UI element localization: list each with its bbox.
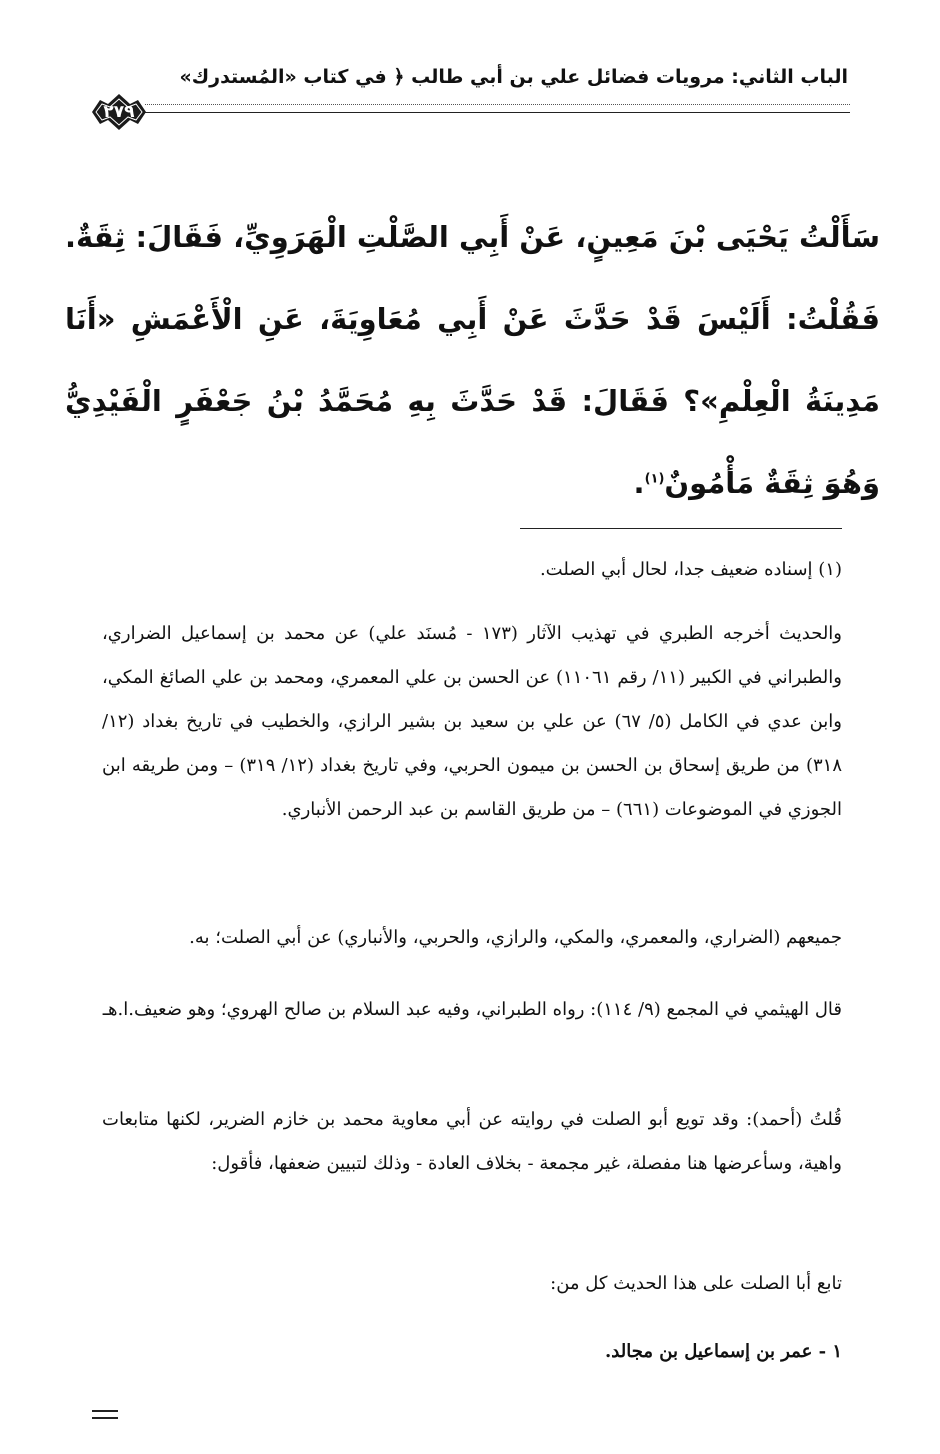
footnote-paragraph-all: جميعهم (الضراري، والمعمري، والمكي، والرازي، والحربي، والأنباري) عن أبي الصلت؛ به. (189, 927, 842, 948)
footnote-paragraph-followers: تابع أبا الصلت على هذا الحديث كل من: (550, 1273, 842, 1294)
main-quote (65, 196, 880, 524)
continuation-mark (92, 1410, 118, 1420)
footnote-1: (١) إسناده ضعيف جدا، لحال أبي الصلت. (539, 559, 842, 580)
header-rule (145, 112, 850, 113)
running-header: الباب الثاني: مرويات فضائل علي بن أبي طالب ﴿ في كتاب «المُستدرك» (179, 66, 848, 88)
footnote-separator (520, 528, 842, 529)
quote-text: سَأَلْتُ يَحْيَى بْنَ مَعِينٍ، عَنْ أَبِي الصَّلْتِ الْهَرَوِيِّ، فَقَالَ: ثِقَةٌ. فَقُلْتُ: أَلَيْسَ قَدْ حَدَّثَ عَنْ أَبِي مُعَاوِيَةَ، عَنِ الْأَعْمَشِ «أَنَا مَدِينَةُ الْعِلْمِ»؟ فَقَالَ: قَدْ حَدَّثَ بِهِ مُحَمَّدُ بْنُ جَعْفَرٍ الْفَيْدِيُّ وَهُوَ ثِقَةٌ مَأْمُونٌ (65, 220, 880, 500)
footnote-paragraph-haythami: قال الهيثمي في المجمع (٩/ ١١٤): رواه الطبراني، وفيه عبد السلام بن صالح الهروي؛ وهو ضعيف.ا.هـ (102, 999, 842, 1020)
footnote-paragraph-author: قُلتُ (أحمد): وقد تويع أبو الصلت في روايته عن أبي معاوية محمد بن خازم الضرير، لكنها متابعات واهية، وسأعرضها هنا مفصلة، غير مجمعة - بخلاف العادة - وذلك لتبيين ضعفها، فأقول: (102, 1109, 842, 1174)
page-number: ٢٧٩ (103, 102, 135, 122)
footnote-list-item-1: ١ - عمر بن إسماعيل بن مجالد. (605, 1341, 842, 1362)
footnote-marker: (١) (644, 471, 665, 487)
footnote-paragraph-sources: والحديث أخرجه الطبري في تهذيب الآثار (١٧٣ - مُسنَد علي) عن محمد بن إسماعيل الضراري، والطبراني في الكبير (١١/ رقم ١١٠٦١) عن الحسن بن علي المعمري، ومحمد بن علي الصائغ المكي، وابن عدي في الكامل (٥/ ٦٧) عن علي بن سعيد بن بشير الرازي، والخطيب في تاريخ بغداد (١٢/ ٣١٨) من طريق إسحاق بن الحسن بن ميمون الحربي، وفي تاريخ بغداد (١٢/ ٣١٩) – ومن طريقه ابن الجوزي في الموضوعات (٦٦١) – من طريق القاسم بن عبد الرحمن الأنباري. (102, 623, 843, 820)
page-number-badge (88, 92, 150, 132)
quote-end: . (633, 466, 645, 500)
header-dotted-rule (145, 104, 850, 105)
